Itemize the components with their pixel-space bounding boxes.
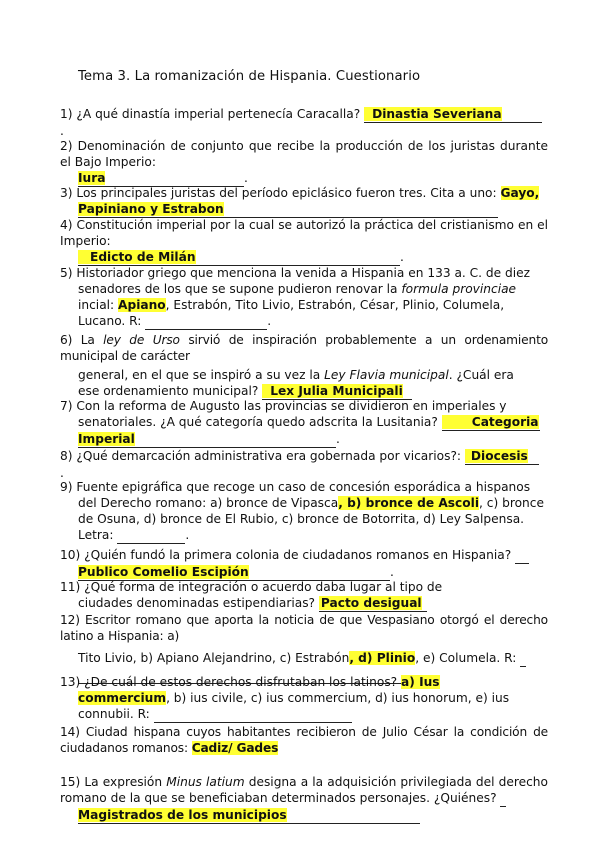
page-title: Tema 3. La romanización de Hispania. Cuestionario [78, 69, 421, 84]
answer-line [78, 431, 336, 448]
question-14: 14) Ciudad hispana cuyos habitantes recibieron de Julio César la condición de ciudadanos romanos: Cadiz/ Gades [60, 725, 548, 755]
answer-line [78, 807, 420, 824]
answer-line [78, 201, 498, 218]
question-8: 8) ¿Qué demarcación administrativa era gobernada por vicarios?: Diocesis . [60, 448, 548, 481]
question-7: 7) Con la reforma de Augusto las provincias se dividieron en imperiales y senatoriales. ¿A qué categoría quedo adscrita la Lusitania? Categoria Imperial . [60, 399, 539, 446]
question-11: 11) ¿Qué forma de integración o acuerdo daba lugar al tipo de ciudades denominadas estipendiarias? Pacto desigual [60, 580, 443, 610]
answer-2: Iura [78, 171, 106, 185]
answer-5: Apiano [118, 298, 166, 312]
question-9: 9) Fuente epigráfica que recoge un caso de concesión esporádica a hispanos del Derecho romano: a) bronce de Vipasca, b) bronce de Ascoli, c) bronce de Osuna, d) bronce de El Rubio, c) bronce de Botorrita, d) Ley Salpensa. Letra: . [60, 480, 544, 542]
answer-13b: commercium [78, 691, 167, 705]
answer-3a: Gayo, [500, 186, 540, 200]
question-5: 5) Historiador griego que menciona la venida a Hispania en 133 a. C. de diez senadores de los que se supone pudieron renovar la formula provinciae incial: Apiano, Estrabón, Tito Livio, Estrabón, César, Plinio, Columela, Lucano. R: . [60, 266, 531, 328]
answer-7b: Imperial [78, 432, 135, 446]
answer-15: Magistrados de los municipios [78, 808, 287, 822]
question-4: 4) Constitución imperial por la cual se autorizó la práctica del cristianismo en el Imperio: Edicto de Milán . [60, 218, 548, 264]
answer-11: Pacto desigual [320, 596, 422, 610]
question-6: 6) La ley de Urso sirvió de inspiración probablemente a un ordenamiento municipal de carácter general, en el que se inspiró a su vez la Ley Flavia municipal. ¿Cuál era ese ordenamiento municipal? Lex Julia Municipali [60, 333, 549, 398]
answer-10: Publico Comelio Escipión [78, 565, 249, 579]
answer-8: Diocesis [465, 449, 528, 463]
answer-line [319, 595, 427, 612]
question-13: 13) ¿De cuál de estos derechos disfrutaban los latinos? a) Ius commercium, b) ius civile, c) ius commercium, d) ius honorum, e) ius connubii. R: [60, 675, 510, 721]
answer-line [465, 448, 539, 465]
answer-line [117, 527, 185, 544]
question-15: 15) La expresión Minus latium designa a la adquisición privilegiada del derecho romano de la que se beneficiaban determinados personajes. ¿Quiénes? Magistrados de los municipios [60, 775, 548, 822]
answer-12: , d) Plinio [349, 651, 416, 665]
question-10: 10) ¿Quién fundó la primera colonia de ciudadanos romanos en Hispania? Publico Comelio Escipión . [60, 547, 548, 581]
answer-line [364, 106, 542, 123]
answer-1: Dinastia Severiana [364, 107, 502, 121]
answer-line [154, 706, 352, 723]
question-1: 1) ¿A qué dinastía imperial pertenecía Caracalla? Dinastia Severiana . [60, 106, 548, 139]
answer-6: Lex Julia Municipali [262, 384, 403, 398]
question-12: 12) Escritor romano que aporta la noticia de que Vespasiano otorgó el derecho latino a Hispania: a) Tito Livio, b) Apiano Alejandrino, c) Estrabón, d) Plinio, e) Columela. R: [60, 612, 548, 684]
answer-line [145, 313, 267, 330]
answer-line [78, 249, 400, 266]
answer-4: Edicto de Milán [78, 250, 196, 264]
answer-3b: Papiniano y Estrabon [78, 202, 224, 216]
answer-7a: Categoria [442, 415, 539, 429]
question-2: 2) Denominación de conjunto que recibe la producción de los juristas durante el Bajo Imperio: Iura . [60, 139, 548, 185]
question-3: 3) Los principales juristas del período epiclásico fueron tres. Cita a uno: Gayo, Papiniano y Estrabon [60, 186, 540, 216]
answer-14: Cadiz/ Gades [191, 741, 279, 755]
answer-9: , b) bronce de Ascoli [338, 496, 480, 510]
answer-line [442, 414, 540, 431]
answer-13a: a) Ius [401, 675, 440, 689]
